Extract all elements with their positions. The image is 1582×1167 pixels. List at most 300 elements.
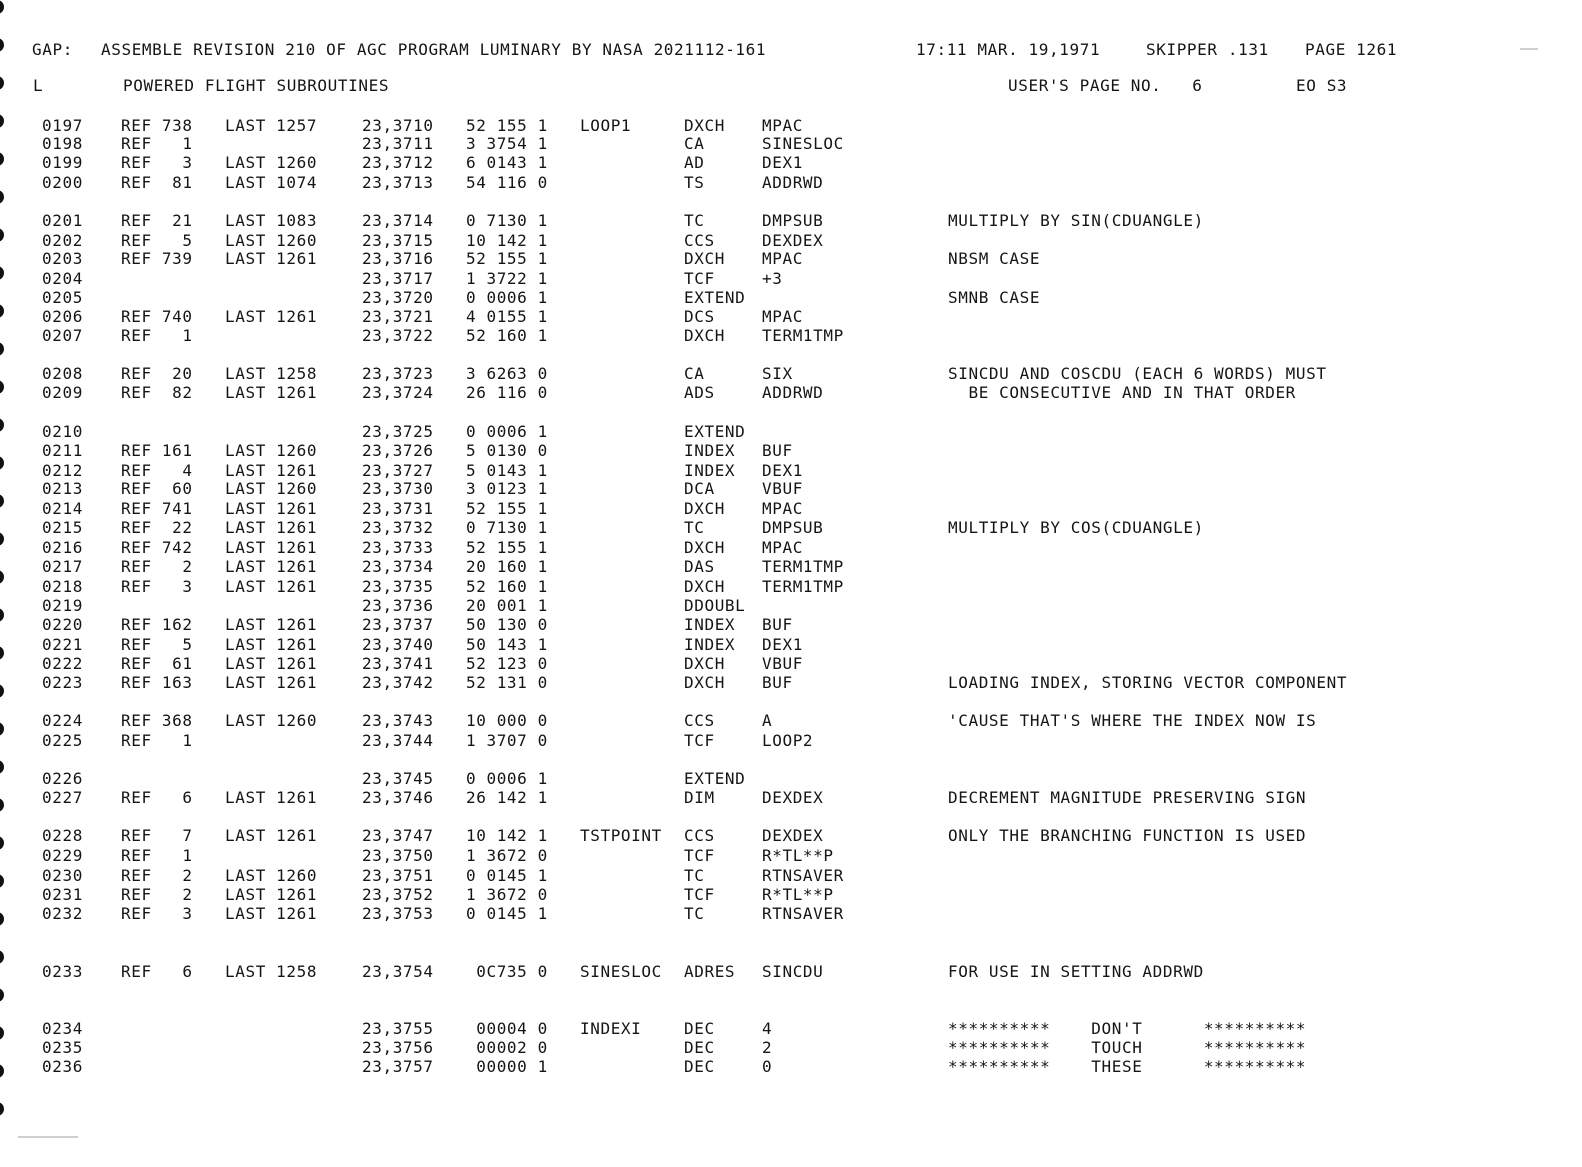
- opcode: DXCH: [684, 577, 725, 596]
- address: 23,3756: [362, 1038, 434, 1057]
- last-ref: LAST 1083: [225, 211, 318, 230]
- listing-line: [0, 770, 1582, 788]
- object-code: 5 0143 1: [466, 461, 548, 480]
- operand: DMPSUB: [762, 211, 824, 230]
- address: 23,3737: [362, 615, 434, 634]
- line-number: 0231: [42, 885, 83, 904]
- listing-line: [0, 732, 1582, 750]
- last-ref: LAST 1261: [225, 826, 318, 845]
- opcode: DXCH: [684, 538, 725, 557]
- opcode: DAS: [684, 557, 715, 576]
- punch-hole-mark: [0, 38, 4, 52]
- comment: SINCDU AND COSCDU (EACH 6 WORDS) MUST: [948, 364, 1327, 383]
- line-number: 0225: [42, 731, 83, 750]
- operand: +3: [762, 269, 783, 288]
- line-number: 0223: [42, 673, 83, 692]
- address: 23,3751: [362, 866, 434, 885]
- listing-line: [0, 558, 1582, 576]
- opcode: CA: [684, 364, 705, 383]
- line-number: 0229: [42, 846, 83, 865]
- operand: 4: [762, 1019, 773, 1038]
- last-ref: LAST 1261: [225, 904, 318, 923]
- opcode: EXTEND: [684, 769, 746, 788]
- operand: RTNSAVER: [762, 904, 844, 923]
- operand: A: [762, 711, 773, 730]
- last-ref: LAST 1261: [225, 673, 318, 692]
- listing-line: [0, 712, 1582, 730]
- line-number: 0212: [42, 461, 83, 480]
- line-number: 0200: [42, 173, 83, 192]
- scan-smudge: [1520, 48, 1538, 50]
- address: 23,3743: [362, 711, 434, 730]
- object-code: 10 142 1: [466, 826, 548, 845]
- last-ref: LAST 1261: [225, 249, 318, 268]
- operand: MPAC: [762, 307, 803, 326]
- listing-line: [0, 327, 1582, 345]
- header-title: ASSEMBLE REVISION 210 OF AGC PROGRAM LUMINARY BY NASA 2021112-161: [101, 40, 767, 59]
- operand: LOOP2: [762, 731, 814, 750]
- operand: VBUF: [762, 654, 803, 673]
- address: 23,3731: [362, 499, 434, 518]
- last-ref: LAST 1261: [225, 383, 318, 402]
- operand: MPAC: [762, 538, 803, 557]
- line-number: 0216: [42, 538, 83, 557]
- ref-count: REF 81: [121, 173, 193, 192]
- object-code: 3 0123 1: [466, 479, 548, 498]
- ref-count: REF 2: [121, 866, 193, 885]
- last-ref: LAST 1261: [225, 885, 318, 904]
- opcode: INDEX: [684, 441, 736, 460]
- listing-line: [0, 519, 1582, 537]
- opcode: DEC: [684, 1057, 715, 1076]
- comment: SMNB CASE: [948, 288, 1041, 307]
- operand: DMPSUB: [762, 518, 824, 537]
- users-page-number: USER'S PAGE NO. 6: [1008, 76, 1203, 95]
- opcode: DXCH: [684, 249, 725, 268]
- label: INDEXI: [580, 1019, 642, 1038]
- object-code: 4 0155 1: [466, 307, 548, 326]
- address: 23,3732: [362, 518, 434, 537]
- punch-hole-mark: [0, 0, 4, 14]
- line-number: 0207: [42, 326, 83, 345]
- last-ref: LAST 1260: [225, 231, 318, 250]
- ref-count: REF 5: [121, 635, 193, 654]
- listing-line: [0, 442, 1582, 460]
- object-code: 1 3672 0: [466, 846, 548, 865]
- last-ref: LAST 1261: [225, 307, 318, 326]
- address: 23,3715: [362, 231, 434, 250]
- opcode: DXCH: [684, 326, 725, 345]
- comment: ********** THESE **********: [948, 1057, 1307, 1076]
- object-code: 0 7130 1: [466, 211, 548, 230]
- ref-count: REF 82: [121, 383, 193, 402]
- object-code: 52 123 0: [466, 654, 548, 673]
- address: 23,3712: [362, 153, 434, 172]
- opcode: TCF: [684, 846, 715, 865]
- line-number: 0208: [42, 364, 83, 383]
- last-ref: LAST 1261: [225, 499, 318, 518]
- comment: ********** TOUCH **********: [948, 1038, 1307, 1057]
- address: 23,3711: [362, 134, 434, 153]
- comment: BE CONSECUTIVE AND IN THAT ORDER: [948, 383, 1296, 402]
- comment: LOADING INDEX, STORING VECTOR COMPONENT: [948, 673, 1348, 692]
- eo-label: EO S3: [1296, 76, 1348, 95]
- ref-count: REF 21: [121, 211, 193, 230]
- address: 23,3716: [362, 249, 434, 268]
- object-code: 26 116 0: [466, 383, 548, 402]
- listing-line: [0, 1039, 1582, 1057]
- object-code: 00002 0: [466, 1038, 548, 1057]
- line-number: 0220: [42, 615, 83, 634]
- listing-line: [0, 655, 1582, 673]
- last-ref: LAST 1261: [225, 615, 318, 634]
- label: LOOP1: [580, 116, 632, 135]
- ref-count: REF 2: [121, 557, 193, 576]
- address: 23,3747: [362, 826, 434, 845]
- listing-line: [0, 636, 1582, 654]
- last-ref: LAST 1260: [225, 479, 318, 498]
- line-number: 0217: [42, 557, 83, 576]
- address: 23,3735: [362, 577, 434, 596]
- address: 23,3733: [362, 538, 434, 557]
- operand: DEXDEX: [762, 231, 824, 250]
- last-ref: LAST 1261: [225, 557, 318, 576]
- object-code: 1 3722 1: [466, 269, 548, 288]
- address: 23,3727: [362, 461, 434, 480]
- last-ref: LAST 1074: [225, 173, 318, 192]
- listing-line: [0, 847, 1582, 865]
- line-number: 0203: [42, 249, 83, 268]
- listing-line: [0, 789, 1582, 807]
- punch-hole-mark: [0, 76, 4, 90]
- object-code: 00004 0: [466, 1019, 548, 1038]
- object-code: 6 0143 1: [466, 153, 548, 172]
- label: TSTPOINT: [580, 826, 662, 845]
- address: 23,3736: [362, 596, 434, 615]
- ref-count: REF 1: [121, 731, 193, 750]
- line-number: 0222: [42, 654, 83, 673]
- operand: R*TL**P: [762, 846, 834, 865]
- listing-line: [0, 578, 1582, 596]
- line-number: 0226: [42, 769, 83, 788]
- opcode: EXTEND: [684, 422, 746, 441]
- opcode: TC: [684, 518, 705, 537]
- object-code: 10 000 0: [466, 711, 548, 730]
- operand: VBUF: [762, 479, 803, 498]
- address: 23,3753: [362, 904, 434, 923]
- opcode: TS: [684, 173, 705, 192]
- ref-count: REF 738: [121, 116, 193, 135]
- listing-line: [0, 905, 1582, 923]
- line-number: 0205: [42, 288, 83, 307]
- opcode: INDEX: [684, 615, 736, 634]
- header-page-number: PAGE 1261: [1305, 40, 1398, 59]
- listing-line: [0, 212, 1582, 230]
- line-number: 0198: [42, 134, 83, 153]
- address: 23,3722: [362, 326, 434, 345]
- section-title: POWERED FLIGHT SUBROUTINES: [123, 76, 390, 95]
- comment: NBSM CASE: [948, 249, 1041, 268]
- listing-line: [0, 423, 1582, 441]
- line-number: 0210: [42, 422, 83, 441]
- address: 23,3755: [362, 1019, 434, 1038]
- punch-hole-mark: [0, 950, 4, 964]
- header-gap: GAP:: [32, 40, 73, 59]
- line-number: 0202: [42, 231, 83, 250]
- address: 23,3713: [362, 173, 434, 192]
- last-ref: LAST 1260: [225, 711, 318, 730]
- comment: MULTIPLY BY SIN(CDUANGLE): [948, 211, 1204, 230]
- opcode: CCS: [684, 826, 715, 845]
- address: 23,3741: [362, 654, 434, 673]
- line-number: 0215: [42, 518, 83, 537]
- line-number: 0209: [42, 383, 83, 402]
- object-code: 54 116 0: [466, 173, 548, 192]
- object-code: 0C735 0: [466, 962, 548, 981]
- ref-count: REF 60: [121, 479, 193, 498]
- operand: TERM1TMP: [762, 577, 844, 596]
- operand: MPAC: [762, 249, 803, 268]
- listing-line: [0, 308, 1582, 326]
- listing-line: [0, 616, 1582, 634]
- line-number: 0228: [42, 826, 83, 845]
- address: 23,3752: [362, 885, 434, 904]
- operand: ADDRWD: [762, 383, 824, 402]
- line-number: 0204: [42, 269, 83, 288]
- opcode: DIM: [684, 788, 715, 807]
- address: 23,3720: [362, 288, 434, 307]
- listing-line: [0, 232, 1582, 250]
- ref-count: REF 740: [121, 307, 193, 326]
- object-code: 52 131 0: [466, 673, 548, 692]
- object-code: 1 3707 0: [466, 731, 548, 750]
- operand: TERM1TMP: [762, 557, 844, 576]
- last-ref: LAST 1258: [225, 962, 318, 981]
- address: 23,3746: [362, 788, 434, 807]
- ref-count: REF 1: [121, 326, 193, 345]
- comment: MULTIPLY BY COS(CDUANGLE): [948, 518, 1204, 537]
- object-code: 26 142 1: [466, 788, 548, 807]
- last-ref: LAST 1261: [225, 635, 318, 654]
- ref-count: REF 1: [121, 134, 193, 153]
- last-ref: LAST 1260: [225, 441, 318, 460]
- address: 23,3750: [362, 846, 434, 865]
- listing-line: [0, 1020, 1582, 1038]
- listing-line: [0, 174, 1582, 192]
- object-code: 1 3672 0: [466, 885, 548, 904]
- opcode: CA: [684, 134, 705, 153]
- operand: RTNSAVER: [762, 866, 844, 885]
- ref-count: REF 5: [121, 231, 193, 250]
- address: 23,3721: [362, 307, 434, 326]
- object-code: 52 160 1: [466, 577, 548, 596]
- line-number: 0234: [42, 1019, 83, 1038]
- operand: DEX1: [762, 153, 803, 172]
- operand: DEX1: [762, 461, 803, 480]
- line-number: 0219: [42, 596, 83, 615]
- object-code: 3 3754 1: [466, 134, 548, 153]
- operand: SINCDU: [762, 962, 824, 981]
- header-operator: SKIPPER .131: [1146, 40, 1269, 59]
- operand: ADDRWD: [762, 173, 824, 192]
- l-marker: L: [33, 76, 44, 95]
- listing-line: [0, 963, 1582, 981]
- ref-count: REF 61: [121, 654, 193, 673]
- address: 23,3742: [362, 673, 434, 692]
- line-number: 0214: [42, 499, 83, 518]
- listing-line: [0, 135, 1582, 153]
- ref-count: REF 6: [121, 788, 193, 807]
- operand: SIX: [762, 364, 793, 383]
- operand: TERM1TMP: [762, 326, 844, 345]
- line-number: 0227: [42, 788, 83, 807]
- last-ref: LAST 1261: [225, 518, 318, 537]
- ref-count: REF 742: [121, 538, 193, 557]
- object-code: 0 0006 1: [466, 288, 548, 307]
- comment: 'CAUSE THAT'S WHERE THE INDEX NOW IS: [948, 711, 1317, 730]
- object-code: 0 0145 1: [466, 904, 548, 923]
- line-number: 0224: [42, 711, 83, 730]
- comment: ********** DON'T **********: [948, 1019, 1307, 1038]
- line-number: 0221: [42, 635, 83, 654]
- last-ref: LAST 1258: [225, 364, 318, 383]
- last-ref: LAST 1260: [225, 153, 318, 172]
- listing-line: [0, 250, 1582, 268]
- label: SINESLOC: [580, 962, 662, 981]
- object-code: 52 155 1: [466, 499, 548, 518]
- last-ref: LAST 1261: [225, 461, 318, 480]
- comment: ONLY THE BRANCHING FUNCTION IS USED: [948, 826, 1307, 845]
- object-code: 0 0006 1: [466, 422, 548, 441]
- listing-line: [0, 154, 1582, 172]
- opcode: DDOUBL: [684, 596, 746, 615]
- last-ref: LAST 1257: [225, 116, 318, 135]
- address: 23,3724: [362, 383, 434, 402]
- opcode: DCA: [684, 479, 715, 498]
- address: 23,3710: [362, 116, 434, 135]
- opcode: DXCH: [684, 654, 725, 673]
- opcode: TC: [684, 866, 705, 885]
- opcode: CCS: [684, 711, 715, 730]
- listing-line: [0, 480, 1582, 498]
- ref-count: REF 3: [121, 577, 193, 596]
- opcode: INDEX: [684, 461, 736, 480]
- comment: FOR USE IN SETTING ADDRWD: [948, 962, 1204, 981]
- line-number: 0211: [42, 441, 83, 460]
- line-number: 0218: [42, 577, 83, 596]
- last-ref: LAST 1261: [225, 538, 318, 557]
- opcode: ADRES: [684, 962, 736, 981]
- opcode: TCF: [684, 731, 715, 750]
- address: 23,3717: [362, 269, 434, 288]
- opcode: TC: [684, 211, 705, 230]
- opcode: CCS: [684, 231, 715, 250]
- object-code: 0 0006 1: [466, 769, 548, 788]
- address: 23,3725: [362, 422, 434, 441]
- operand: 0: [762, 1057, 773, 1076]
- last-ref: LAST 1260: [225, 866, 318, 885]
- last-ref: LAST 1261: [225, 654, 318, 673]
- ref-count: REF 739: [121, 249, 193, 268]
- address: 23,3744: [362, 731, 434, 750]
- listing-line: [0, 827, 1582, 845]
- line-number: 0235: [42, 1038, 83, 1057]
- address: 23,3734: [362, 557, 434, 576]
- opcode: TCF: [684, 885, 715, 904]
- object-code: 52 160 1: [466, 326, 548, 345]
- address: 23,3723: [362, 364, 434, 383]
- listing-line: [0, 289, 1582, 307]
- ref-count: REF 3: [121, 904, 193, 923]
- object-code: 50 143 1: [466, 635, 548, 654]
- ref-count: REF 741: [121, 499, 193, 518]
- listing-line: [0, 867, 1582, 885]
- address: 23,3714: [362, 211, 434, 230]
- address: 23,3745: [362, 769, 434, 788]
- header-timestamp: 17:11 MAR. 19,1971: [916, 40, 1101, 59]
- address: 23,3757: [362, 1057, 434, 1076]
- last-ref: LAST 1261: [225, 577, 318, 596]
- ref-count: REF 2: [121, 885, 193, 904]
- operand: SINESLOC: [762, 134, 844, 153]
- punch-hole-mark: [0, 1102, 4, 1116]
- ref-count: REF 20: [121, 364, 193, 383]
- listing-line: [0, 384, 1582, 402]
- listing-line: [0, 886, 1582, 904]
- opcode: DEC: [684, 1038, 715, 1057]
- line-number: 0199: [42, 153, 83, 172]
- line-number: 0236: [42, 1057, 83, 1076]
- comment: DECREMENT MAGNITUDE PRESERVING SIGN: [948, 788, 1307, 807]
- address: 23,3754: [362, 962, 434, 981]
- opcode: DCS: [684, 307, 715, 326]
- listing-line: [0, 500, 1582, 518]
- ref-count: REF 4: [121, 461, 193, 480]
- object-code: 00000 1: [466, 1057, 548, 1076]
- line-number: 0201: [42, 211, 83, 230]
- listing-line: [0, 365, 1582, 383]
- operand: BUF: [762, 615, 793, 634]
- address: 23,3740: [362, 635, 434, 654]
- ref-count: REF 161: [121, 441, 193, 460]
- line-number: 0230: [42, 866, 83, 885]
- opcode: DEC: [684, 1019, 715, 1038]
- object-code: 20 160 1: [466, 557, 548, 576]
- address: 23,3730: [362, 479, 434, 498]
- listing-line: [0, 674, 1582, 692]
- opcode: TCF: [684, 269, 715, 288]
- operand: DEXDEX: [762, 788, 824, 807]
- opcode: AD: [684, 153, 705, 172]
- ref-count: REF 163: [121, 673, 193, 692]
- object-code: 0 0145 1: [466, 866, 548, 885]
- last-ref: LAST 1261: [225, 788, 318, 807]
- line-number: 0232: [42, 904, 83, 923]
- object-code: 5 0130 0: [466, 441, 548, 460]
- listing-line: [0, 270, 1582, 288]
- operand: DEXDEX: [762, 826, 824, 845]
- ref-count: REF 368: [121, 711, 193, 730]
- operand: MPAC: [762, 116, 803, 135]
- operand: 2: [762, 1038, 773, 1057]
- punch-hole-mark: [0, 988, 4, 1002]
- line-number: 0197: [42, 116, 83, 135]
- line-number: 0206: [42, 307, 83, 326]
- ref-count: REF 3: [121, 153, 193, 172]
- operand: BUF: [762, 673, 793, 692]
- ref-count: REF 162: [121, 615, 193, 634]
- line-number: 0233: [42, 962, 83, 981]
